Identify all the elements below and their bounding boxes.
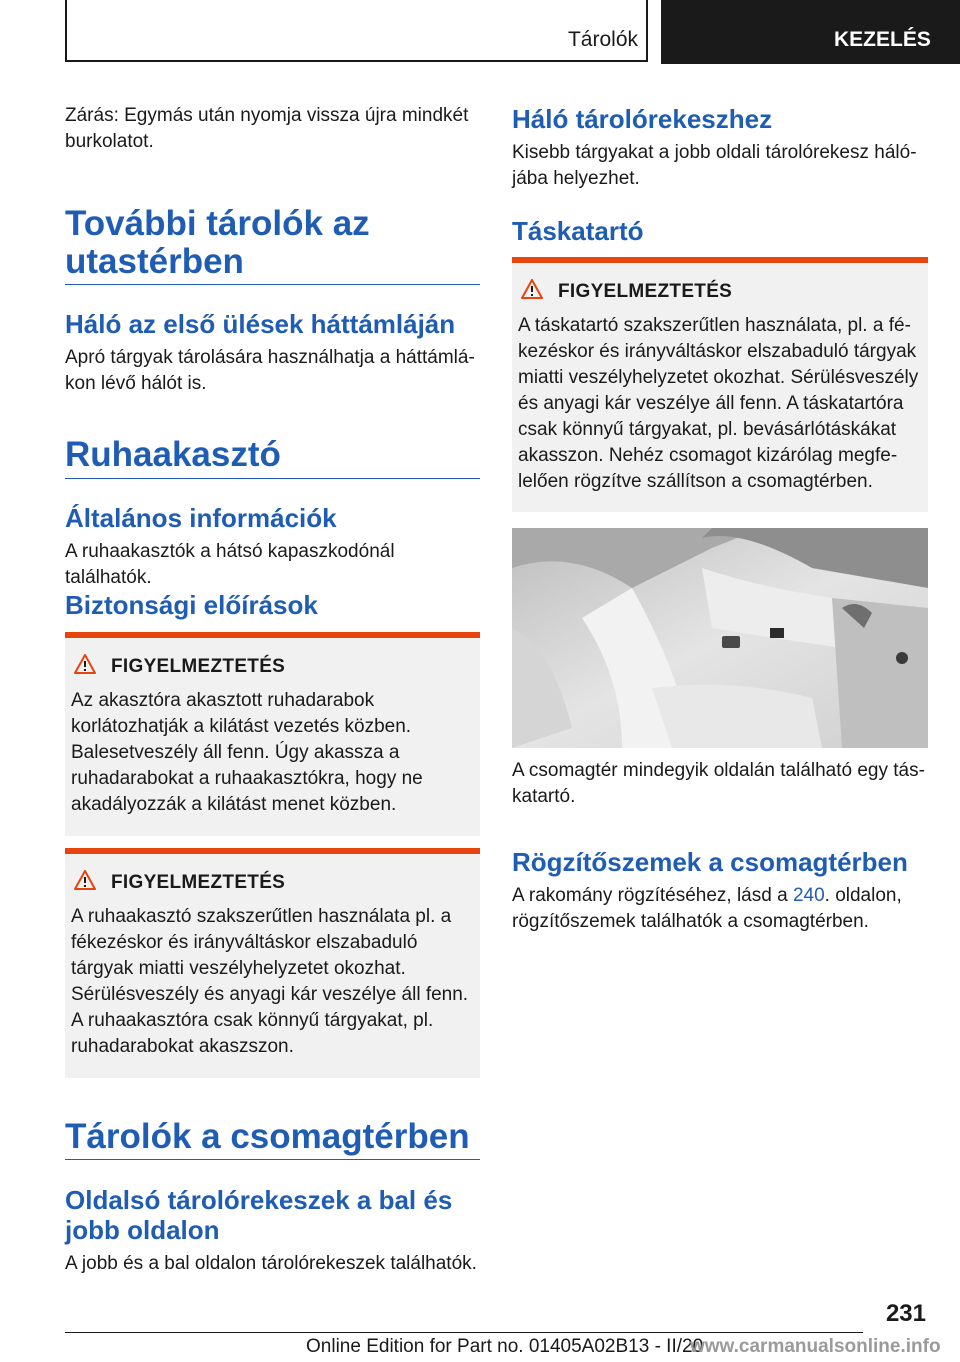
page-reference-link[interactable]: 240 — [792, 885, 825, 906]
header-frame — [65, 0, 648, 62]
heading-rule — [65, 478, 480, 479]
warning-box — [512, 257, 928, 512]
heading-additional-storage: További tárolók az utastérben — [65, 204, 370, 281]
warning-box — [65, 848, 480, 1078]
intro-paragraph: Zárás: Egymás után nyomja vissza újra mindkét burkolatot. — [65, 105, 469, 152]
warning-triangle-icon — [74, 870, 96, 890]
tie-down-text-before: A rakomány rögzítéséhez, lásd a — [512, 885, 793, 906]
heading-rule — [65, 1159, 480, 1160]
compartment-net-paragraph: Kisebb tárgyakat a jobb oldali tárolórekesz hálójába helyezhet. — [512, 142, 917, 189]
watermark: www.carmanualsonline.info — [690, 1336, 941, 1357]
heading-rule — [65, 284, 480, 285]
header-section-title: Tárolók — [567, 28, 638, 51]
footer-edition: Online Edition for Part no. 01405A02B13 - II/20 — [306, 1336, 704, 1357]
subheading-general-info: Általános információk — [65, 503, 337, 533]
tie-down-text-after: . oldalon, rögzítőszemek találhatók a csomagtérben. — [512, 885, 902, 932]
heading-luggage-storage: Tárolók a csomagtérben — [65, 1117, 470, 1156]
luggage-compartment-photo — [512, 528, 928, 748]
warning-text: A táskatartó szakszerűtlen használata, pl. a fékezéskor és irányváltáskor elszabaduló tárgyak miatti veszélyhelyzetet okozhat. Sérülésveszély és anyagi kár veszélye áll fenn. A táskatartóra csak könnyű tárgyakat, pl. bevásárlótáskákat akasszon. Nehéz csomagot kizárólag megfelelően rögzítve szállítson a csomagtérben. — [518, 315, 919, 492]
page-number: 231 — [885, 1300, 926, 1327]
warning-title: FIGYELMEZTETÉS — [558, 281, 733, 302]
warning-title: FIGYELMEZTETÉS — [111, 656, 286, 677]
subheading-safety: Biztonsági előírások — [65, 590, 318, 620]
heading-coat-hook: Ruhaakasztó — [65, 435, 281, 474]
tie-down-paragraph — [512, 883, 928, 935]
subheading-seat-net: Háló az első ülések háttámláján — [65, 309, 456, 339]
seat-net-paragraph: Apró tárgyak tárolására használhatja a háttámlákon lévő hálót is. — [65, 347, 475, 394]
warning-triangle-icon — [74, 654, 96, 674]
subheading-compartment-net: Háló tárolórekeszhez — [512, 104, 773, 134]
warning-title: FIGYELMEZTETÉS — [111, 872, 286, 893]
side-compartments-paragraph: A jobb és a bal oldalon tárolórekeszek találhatók. — [65, 1253, 477, 1274]
warning-text: Az akasztóra akasztott ruhadarabok korlátozhatják a kilátást vezetés közben. Balesetveszély áll fenn. Úgy akassza a ruhadarabokat a ruhaakasztókra, hogy ne akadályozzák a kilátást menet közben. — [71, 690, 423, 815]
header-chapter-tab: KEZELÉS — [661, 0, 960, 64]
subheading-side-compartments: Oldalsó tárolórekeszek a bal és jobb oldalon — [65, 1185, 453, 1245]
footer-rule — [65, 1332, 863, 1333]
subheading-bag-hook: Táskatartó — [512, 216, 644, 246]
general-info-paragraph: A ruhaakasztók a hátsó kapaszkodónál találhatók. — [65, 541, 395, 588]
subheading-tie-down-eyes: Rögzítőszemek a csomagtérben — [512, 847, 908, 877]
warning-triangle-icon — [521, 279, 543, 299]
warning-box — [65, 632, 480, 836]
warning-text: A ruhaakasztó szakszerűtlen használata pl. a fékezéskor és irányváltáskor elszabaduló tárgyak miatti veszélyhelyzetet okozhat. Sérülésveszély és anyagi kár veszélye áll fenn. A ruhaakasztóra csak könnyű tárgyakat, pl. ruhadarabokat akaszszon. — [71, 906, 469, 1057]
photo-caption: A csomagtér mindegyik oldalán található egy táskatartó. — [512, 760, 925, 807]
